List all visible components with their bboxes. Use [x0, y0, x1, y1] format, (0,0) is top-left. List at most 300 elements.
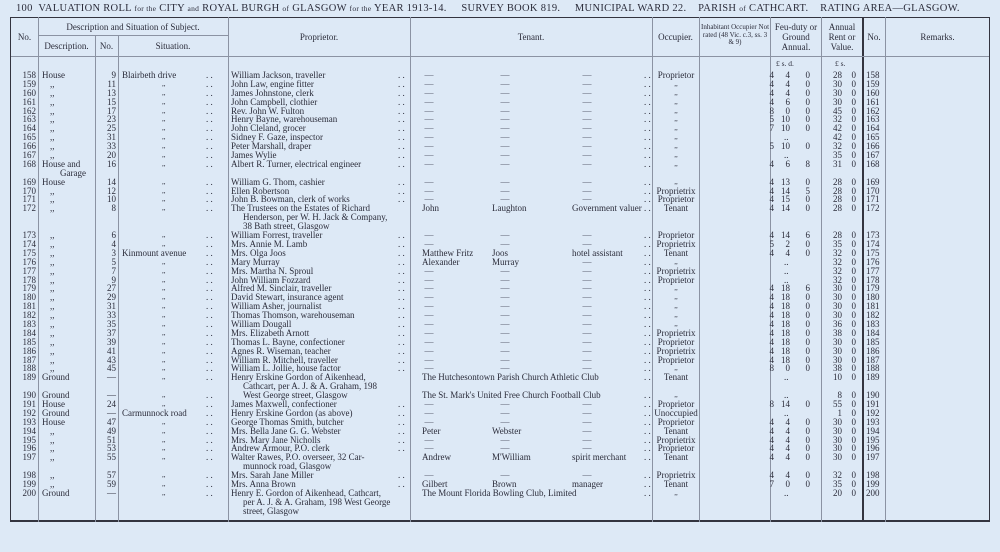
situation: ,,: [162, 177, 166, 186]
proprietor-line: Mary Murray: [231, 256, 280, 267]
rent-shillings: 0: [851, 194, 856, 205]
tenant-first-name: Andrew: [422, 452, 451, 463]
rent-shillings: 0: [851, 363, 856, 374]
tenant-surname: Joos: [492, 247, 509, 258]
feu-blank: ..: [784, 150, 789, 161]
tenant-surname: Laughton: [492, 203, 527, 214]
description-text: ,,: [50, 318, 55, 329]
street-number: 5: [111, 256, 116, 267]
rent-pounds: 32: [833, 256, 842, 267]
entry-number-right: 161: [866, 96, 880, 107]
proprietor-line: William Dougall: [231, 318, 292, 329]
table-row: [10, 453, 990, 471]
proprietor-line: Mrs. Bella Jane G. G. Webster: [231, 425, 341, 436]
tenant-blank-dash: —: [500, 176, 510, 187]
tenant-occupation: Government valuer: [572, 203, 642, 214]
tenant-blank-dash: —: [500, 345, 510, 356]
proprietor: [231, 311, 409, 320]
feu-blank: ..: [784, 274, 789, 285]
leader-dots: . .: [398, 283, 405, 294]
table-row: [10, 356, 990, 365]
entry-number: 158: [22, 70, 36, 80]
survey-book: SURVEY BOOK 819.: [461, 3, 561, 14]
situation: ,,: [162, 302, 166, 311]
leader-dots: . .: [398, 96, 405, 107]
feu-pounds: 8: [769, 105, 774, 116]
situation: ,,: [162, 186, 166, 195]
table-row: [10, 444, 990, 453]
proprietor: [231, 418, 409, 427]
occupier: ,,: [674, 302, 678, 311]
leader-dots: . .: [398, 265, 405, 276]
feu-pounds: 4: [769, 443, 774, 454]
feu-blank: ..: [784, 407, 789, 418]
table-row: [10, 124, 990, 133]
tenant-blank-dash: —: [424, 105, 434, 116]
proprietor-line: Rev. John W. Fulton: [231, 105, 305, 116]
proprietor: [231, 480, 409, 489]
description-text: ,,: [50, 434, 55, 445]
description: [42, 418, 100, 427]
tenant-blank-dash: —: [500, 123, 510, 134]
leader-dots: . .: [398, 185, 405, 196]
rent-pounds: 28: [833, 70, 842, 80]
tenant-blank-dash: —: [424, 310, 434, 321]
rent-shillings: 0: [851, 238, 856, 249]
leader-dots: . .: [398, 238, 405, 249]
proprietor: [231, 258, 409, 267]
leader-dots: . .: [644, 256, 651, 267]
table-row: [10, 364, 990, 373]
tenant-blank-dash: —: [582, 114, 592, 125]
leader-dots: . .: [206, 327, 213, 338]
entry-number-right: 180: [866, 292, 880, 303]
tenant-blank-dash: —: [582, 416, 592, 427]
feu-units: £ s. d.: [776, 59, 794, 68]
description-text: ,,: [50, 247, 55, 258]
feu-shillings: 6: [785, 96, 790, 107]
proprietor: [231, 436, 409, 445]
proprietor-line: street, Glasgow: [243, 505, 299, 516]
proprietor-line: Henry E. Gordon of Aikenhead, Cathcart,: [231, 487, 381, 498]
tenant-first-name: Peter: [422, 425, 441, 436]
tenant-blank-dash: —: [582, 345, 592, 356]
occupier: Unoccupied: [654, 407, 698, 418]
table-row: [10, 409, 990, 418]
leader-dots: . .: [398, 318, 405, 329]
tenant-blank-dash: —: [424, 87, 434, 98]
leader-dots: . .: [644, 265, 651, 276]
proprietor-line: John Campbell, clothier: [231, 96, 318, 107]
proprietor-line: Mrs. Elizabeth Arnott: [231, 327, 310, 338]
entry-number: 172: [22, 203, 36, 214]
street-number: —: [107, 372, 116, 383]
table-row: [10, 400, 990, 409]
rent-shillings: 0: [851, 105, 856, 116]
rent-shillings: 0: [851, 141, 856, 152]
street-number: 29: [107, 292, 116, 303]
tenant-blank-dash: —: [424, 96, 434, 107]
leader-dots: . .: [398, 345, 405, 356]
table-row: [10, 160, 990, 178]
entry-number-right: 191: [866, 399, 880, 409]
leader-dots: . .: [644, 452, 651, 463]
feu-blank: ..: [784, 132, 789, 143]
feu-shillings: 18: [781, 283, 790, 294]
header-remarks: Remarks.: [920, 32, 955, 42]
rent-shillings: 0: [851, 185, 856, 196]
leader-dots: . .: [206, 407, 213, 418]
leader-dots: . .: [644, 345, 651, 356]
rent-pounds: 30: [833, 283, 842, 294]
feu-pounds: 4: [769, 70, 774, 80]
tenant-blank-dash: —: [500, 238, 510, 249]
entry-number-right: 171: [866, 194, 880, 205]
entry-number-right: 177: [866, 265, 880, 276]
leader-dots: . .: [644, 354, 651, 365]
leader-dots: . .: [644, 470, 651, 481]
rent-shillings: 0: [851, 336, 856, 347]
entry-number: 169: [22, 176, 36, 187]
occupier: ,,: [674, 391, 678, 400]
title-year: YEAR 1913-14.: [373, 3, 447, 14]
description-text: ,,: [50, 283, 55, 294]
occupier: ,,: [674, 124, 678, 133]
feu-pounds: 4: [769, 96, 774, 107]
leader-dots: . .: [398, 87, 405, 98]
proprietor-line: Mrs. Olga Joos: [231, 247, 286, 258]
entry-number-right: 185: [866, 336, 880, 347]
entry-number: 197: [22, 452, 36, 463]
header-occupier: Occupier.: [658, 32, 693, 42]
entry-number-right: 199: [866, 479, 880, 490]
page-title: [16, 3, 960, 14]
entry-number-right: 172: [866, 203, 880, 214]
feu-shillings: 15: [781, 194, 790, 205]
leader-dots: . .: [398, 425, 405, 436]
leader-dots: . .: [206, 479, 213, 490]
entry-number: 163: [22, 114, 36, 125]
feu-pounds: 4: [769, 203, 774, 214]
tenant-blank-dash: —: [582, 150, 592, 161]
street-number: 3: [111, 247, 116, 258]
entry-number: 167: [22, 150, 36, 161]
description: [42, 400, 100, 409]
occupier: Tenant: [663, 452, 689, 463]
leader-dots: . .: [398, 141, 405, 152]
proprietor: [231, 400, 409, 409]
proprietor: [231, 444, 409, 453]
occupier: Tenant: [663, 479, 689, 490]
entry-number-right: 193: [866, 416, 880, 427]
description: [42, 409, 100, 418]
feu-pence: 0: [805, 301, 810, 312]
proprietor: [231, 409, 409, 418]
leader-dots: . .: [398, 70, 405, 80]
feu-pence: 0: [805, 105, 810, 116]
situation: ,,: [162, 275, 166, 284]
street-number: 33: [107, 141, 116, 152]
table-row: [10, 418, 990, 427]
title-word: for the: [349, 4, 372, 13]
occupier: Tenant: [663, 203, 689, 214]
street-number: 14: [107, 176, 116, 187]
feu-pounds: 5: [769, 141, 774, 152]
entry-number: 160: [22, 87, 36, 98]
description-text: ,,: [50, 354, 55, 365]
rent-pounds: 30: [833, 434, 842, 445]
tenant-blank-dash: —: [582, 274, 592, 285]
leader-dots: . .: [206, 336, 213, 347]
feu-blank: ..: [784, 265, 789, 276]
occupier: ,,: [674, 133, 678, 142]
leader-dots: . .: [206, 194, 213, 205]
proprietor-line: David Stewart, insurance agent: [231, 292, 344, 303]
table-row: [10, 329, 990, 338]
tenant-blank-dash: —: [582, 158, 592, 169]
leader-dots: . .: [644, 390, 651, 401]
tenant-blank-dash: —: [500, 274, 510, 285]
proprietor: [231, 71, 409, 80]
entry-number: 195: [22, 434, 36, 445]
rent-shillings: 0: [851, 230, 856, 241]
header-description-group: Description and Situation of Subject.: [66, 22, 200, 32]
rent-pounds: 30: [833, 354, 842, 365]
proprietor-line: Cathcart, per A. J. & A. Graham, 198: [243, 381, 377, 392]
leader-dots: . .: [206, 256, 213, 267]
entry-number: 199: [22, 479, 36, 490]
situation: ,,: [162, 151, 166, 160]
tenant-blank-dash: —: [500, 105, 510, 116]
tenant-blank-dash: —: [424, 336, 434, 347]
table-row: [10, 489, 990, 516]
description-text: ,,: [50, 301, 55, 312]
feu-pence: 0: [805, 310, 810, 321]
situation: Kinmount avenue: [122, 247, 187, 258]
street-number: 31: [107, 301, 116, 312]
leader-dots: . .: [644, 443, 651, 454]
proprietor-line: James Maxwell, confectioner: [231, 399, 337, 409]
municipal-ward: MUNICIPAL WARD 22.: [574, 3, 687, 14]
feu-pence: 0: [805, 141, 810, 152]
occupier: Proprietrix: [656, 327, 696, 338]
proprietor: [231, 107, 409, 116]
proprietor-line: Albert R. Turner, electrical engineer: [231, 158, 362, 169]
header-no-right: No.: [867, 32, 881, 42]
proprietor-line: George Thomas Smith, butcher: [231, 416, 344, 427]
feu-pence: 0: [805, 354, 810, 365]
rent-pounds: 30: [833, 292, 842, 303]
leader-dots: . .: [644, 114, 651, 125]
leader-dots: . .: [398, 176, 405, 187]
occupier: Tenant: [663, 247, 689, 258]
header-feu-duty: Feu-duty or Ground Annual.: [774, 22, 818, 52]
tenant-surname: M'William: [492, 452, 531, 463]
feu-shillings: 4: [785, 247, 790, 258]
tenant-blank-dash: —: [582, 363, 592, 374]
proprietor: [231, 293, 409, 302]
tenant-blank-dash: —: [582, 194, 592, 205]
tenant-name: The Hutchesontown Parish Church Athletic Club: [422, 372, 599, 383]
tenant-blank-dash: —: [582, 327, 592, 338]
tenant-occupation: hotel assistant: [572, 247, 623, 258]
entry-number: 164: [22, 123, 36, 134]
rent-shillings: 0: [851, 96, 856, 107]
proprietor-line: William Asher, journalist: [231, 301, 322, 312]
feu-pounds: 4: [769, 194, 774, 205]
occupier: ,,: [674, 115, 678, 124]
table-row: [10, 258, 990, 267]
leader-dots: . .: [398, 301, 405, 312]
rent-pounds: 55: [833, 399, 842, 409]
situation: ,,: [162, 337, 166, 346]
entry-number-right: 200: [866, 487, 880, 498]
feu-pounds: 4: [769, 87, 774, 98]
tenant-blank-dash: —: [582, 185, 592, 196]
feu-pence: 6: [805, 230, 810, 241]
rent-shillings: 0: [851, 310, 856, 321]
feu-pence: 8: [805, 158, 810, 169]
proprietor: [231, 338, 409, 347]
feu-pounds: 5: [769, 114, 774, 125]
table-row: [10, 80, 990, 89]
proprietor: [231, 356, 409, 365]
leader-dots: . .: [206, 345, 213, 356]
description: [42, 489, 100, 498]
occupier: Proprietor: [657, 354, 695, 365]
description-text: ,,: [50, 96, 55, 107]
tenant-name: The St. Mark's United Free Church Football Club: [422, 390, 601, 401]
rent-pounds: 45: [833, 105, 842, 116]
street-number: 55: [107, 452, 116, 463]
rent-shillings: 0: [851, 407, 856, 418]
leader-dots: . .: [206, 238, 213, 249]
description-text: ,,: [50, 274, 55, 285]
proprietor-line: John B. Bowman, clerk of works: [231, 194, 350, 205]
tenant-blank-dash: —: [500, 310, 510, 321]
occupier: Proprietor: [657, 443, 695, 454]
leader-dots: . .: [206, 141, 213, 152]
feu-pounds: 4: [769, 452, 774, 463]
leader-dots: . .: [644, 283, 651, 294]
table-row: [10, 231, 990, 240]
rent-shillings: 0: [851, 327, 856, 338]
street-number: 9: [111, 274, 116, 285]
street-number: 24: [107, 399, 116, 409]
table-row: [10, 178, 990, 187]
tenant-blank-dash: —: [582, 354, 592, 365]
table-row: [10, 276, 990, 285]
table-row: [10, 302, 990, 311]
situation: ,,: [162, 88, 166, 97]
rent-pounds: 30: [833, 345, 842, 356]
proprietor-line: William L. Jollie, house factor: [231, 363, 341, 374]
tenant-blank-dash: —: [582, 470, 592, 481]
entry-number-right: 173: [866, 230, 880, 241]
leader-dots: . .: [206, 452, 213, 463]
table-row: [10, 133, 990, 142]
tenant-blank-dash: —: [500, 336, 510, 347]
occupier: ,,: [674, 319, 678, 328]
tenant-blank-dash: —: [582, 399, 592, 409]
rent-pounds: 32: [833, 274, 842, 285]
proprietor-line: West George street, Glasgow: [243, 390, 348, 401]
proprietor: [231, 80, 409, 89]
entry-number-right: 192: [866, 407, 880, 418]
tenant-blank-dash: —: [424, 283, 434, 294]
street-number: —: [107, 390, 116, 401]
tenant-blank-dash: —: [500, 132, 510, 143]
table-row: [10, 151, 990, 160]
table-row: [10, 71, 990, 80]
entry-number: 188: [22, 363, 36, 374]
leader-dots: . .: [644, 238, 651, 249]
situation: ,,: [162, 426, 166, 435]
proprietor: [231, 427, 409, 436]
feu-pence: 0: [805, 318, 810, 329]
feu-shillings: 10: [781, 123, 790, 134]
description-text: House: [42, 399, 65, 409]
rent-pounds: 30: [833, 78, 842, 89]
situation: ,,: [162, 231, 166, 240]
tenant-blank-dash: —: [424, 318, 434, 329]
tenant-blank-dash: —: [582, 443, 592, 454]
tenant-blank-dash: —: [582, 318, 592, 329]
occupier: Tenant: [663, 372, 689, 383]
description-text: ,,: [50, 185, 55, 196]
table-row: [10, 427, 990, 436]
feu-pence: 0: [805, 114, 810, 125]
tenant-blank-dash: —: [500, 150, 510, 161]
proprietor: [231, 240, 409, 249]
tenant-blank-dash: —: [424, 354, 434, 365]
leader-dots: . .: [398, 407, 405, 418]
rent-pounds: 8: [837, 390, 842, 401]
tenant-blank-dash: —: [424, 301, 434, 312]
occupier: Proprietor: [657, 416, 695, 427]
valuation-rows: [10, 71, 990, 516]
street-number: 37: [107, 327, 116, 338]
entry-number-right: 158: [866, 70, 880, 80]
feu-pounds: 4: [769, 292, 774, 303]
rent-pounds: 10: [833, 372, 842, 383]
feu-pence: 5: [805, 185, 810, 196]
header-divider: [38, 35, 228, 36]
feu-shillings: 4: [785, 70, 790, 80]
proprietor-line: Thomas Thomson, warehouseman: [231, 310, 355, 321]
rent-pounds: 30: [833, 336, 842, 347]
leader-dots: . .: [206, 132, 213, 143]
tenant-blank-dash: —: [424, 230, 434, 241]
leader-dots: . .: [644, 123, 651, 134]
entry-number-right: 178: [866, 274, 880, 285]
tenant-occupation: spirit merchant: [572, 452, 627, 463]
proprietor: [231, 231, 409, 240]
situation: ,,: [162, 373, 166, 382]
feu-pence: 0: [805, 416, 810, 427]
feu-pounds: 4: [769, 158, 774, 169]
proprietor-line: Agnes R. Wiseman, teacher: [231, 345, 331, 356]
feu-shillings: 14: [781, 230, 790, 241]
tenant-blank-dash: —: [582, 407, 592, 418]
table-row: [10, 195, 990, 204]
leader-dots: . .: [206, 354, 213, 365]
entry-number-right: 168: [866, 158, 880, 169]
tenant-blank-dash: —: [500, 114, 510, 125]
leader-dots: . .: [644, 363, 651, 374]
tenant-blank-dash: —: [582, 132, 592, 143]
description-text: ,,: [50, 479, 55, 490]
